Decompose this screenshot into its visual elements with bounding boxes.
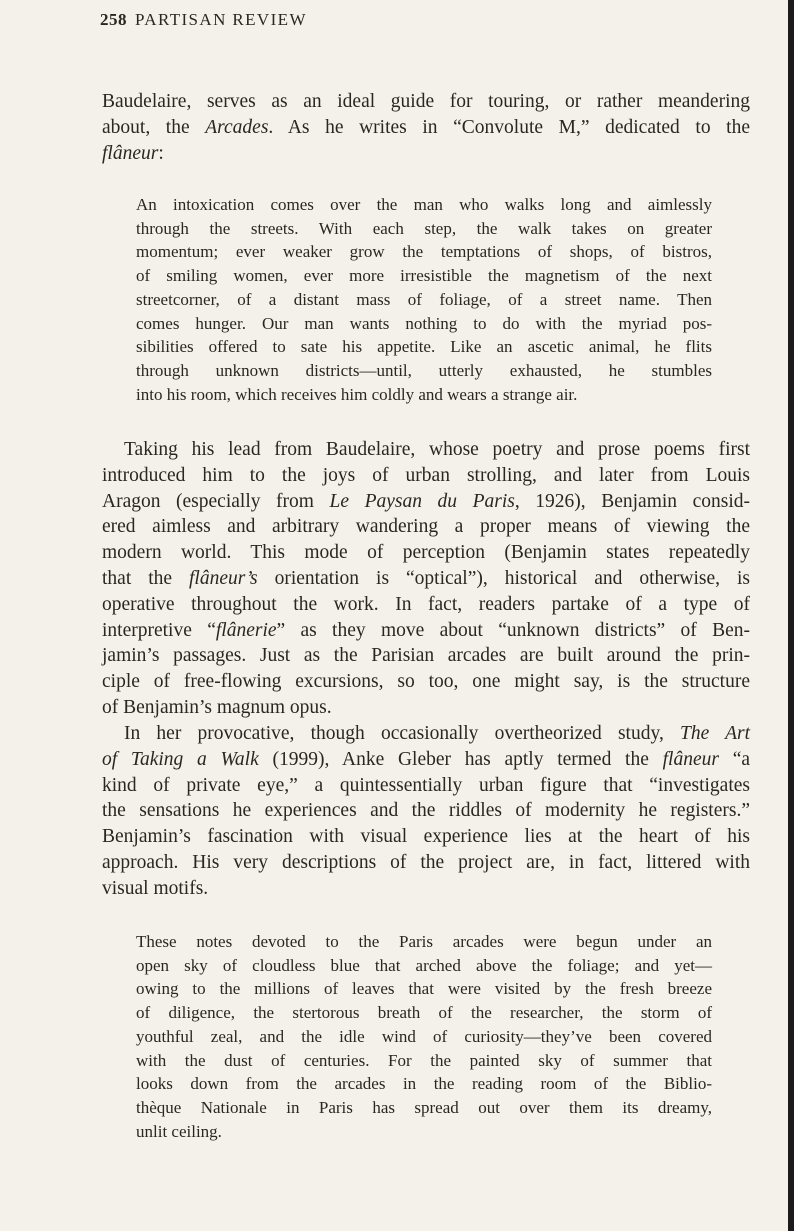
journal-title: PARTISAN REVIEW <box>135 10 307 29</box>
text-line: approach. His very descriptions of the project are, in fact, littered with <box>102 851 750 873</box>
quote-line: through unknown districts—until, utterly exhausted, he stumbles <box>136 360 712 380</box>
page-edge-shadow <box>788 0 794 1231</box>
text-line: operative throughout the work. In fact, readers partake of a type of <box>102 593 750 615</box>
quote-line: unlit ceiling. <box>136 1121 222 1141</box>
running-head <box>100 10 307 30</box>
text-line: Aragon (especially from Le Paysan du Paris, 1926), Benjamin consid- <box>102 490 750 512</box>
text-line: interpretive “flânerie” as they move about “unknown districts” of Ben- <box>102 619 751 641</box>
quote-line: youthful zeal, and the idle wind of curiosity—they’ve been covered <box>136 1026 712 1046</box>
text-line: ciple of free-flowing excursions, so too, one might say, is the structure <box>102 671 750 693</box>
block-quote-1 <box>136 193 712 406</box>
text-line: of Benjamin’s magnum opus. <box>102 696 332 718</box>
quote-line: sibilities offered to sate his appetite. Like an ascetic animal, he flits <box>136 337 712 357</box>
text-line: ered aimless and arbitrary wandering a proper means of viewing the <box>102 516 750 538</box>
quote-line: comes hunger. Our man wants nothing to do with the myriad pos- <box>136 313 712 333</box>
quote-line: of smiling women, ever more irresistible the magnetism of the next <box>136 266 712 286</box>
text-line: In her provocative, though occasionally overtheorized study, The Art <box>124 723 750 744</box>
paragraph-3 <box>102 721 750 902</box>
text-line: that the flâneur’s orientation is “optical”), historical and otherwise, is <box>102 567 750 589</box>
quote-line: momentum; ever weaker grow the temptations of shops, of bistros, <box>136 242 712 262</box>
paragraph-2 <box>102 437 750 721</box>
quote-line: thèque Nationale in Paris has spread out over them its dreamy, <box>136 1097 712 1117</box>
text-line: Taking his lead from Baudelaire, whose poetry and prose poems first <box>124 439 750 460</box>
paragraph-1 <box>102 89 750 166</box>
quote-line: with the dust of centuries. For the painted sky of summer that <box>136 1050 712 1070</box>
text-line: modern world. This mode of perception (Benjamin states repeatedly <box>102 542 750 564</box>
quote-line: open sky of cloudless blue that arched above the foliage; and yet— <box>136 955 712 975</box>
page-number: 258 <box>100 10 127 29</box>
text-line: Benjamin’s fascination with visual experience lies at the heart of his <box>102 826 750 848</box>
text-line: the sensations he experiences and the riddles of modernity he registers.” <box>102 800 750 822</box>
text-line: Baudelaire, serves as an ideal guide for touring, or rather meandering <box>102 91 750 112</box>
quote-line: into his room, which receives him coldly and wears a strange air. <box>136 384 578 404</box>
text-line: visual motifs. <box>102 877 209 899</box>
quote-line: An intoxication comes over the man who walks long and aimlessly <box>136 195 712 214</box>
quote-line: through the streets. With each step, the walk takes on greater <box>136 218 712 238</box>
quote-line: looks down from the arcades in the reading room of the Biblio- <box>136 1074 712 1094</box>
text-line: jamin’s passages. Just as the Parisian arcades are built around the prin- <box>102 645 750 667</box>
text-line: introduced him to the joys of urban strolling, and later from Louis <box>102 464 750 486</box>
quote-line: These notes devoted to the Paris arcades were begun under an <box>136 932 712 951</box>
text-line: flâneur: <box>102 142 164 164</box>
quote-line: owing to the millions of leaves that were visited by the fresh breeze <box>136 979 712 999</box>
quote-line: streetcorner, of a distant mass of foliage, of a street name. Then <box>136 289 712 309</box>
text-line: of Taking a Walk (1999), Anke Gleber has aptly termed the flâneur “a <box>102 748 751 770</box>
quote-line: of diligence, the stertorous breath of the researcher, the storm of <box>136 1003 712 1023</box>
text-line: about, the Arcades. As he writes in “Convolute M,” dedicated to the <box>102 116 750 138</box>
text-line: kind of private eye,” a quintessentially urban figure that “investigates <box>102 774 750 796</box>
block-quote-2 <box>136 930 712 1143</box>
